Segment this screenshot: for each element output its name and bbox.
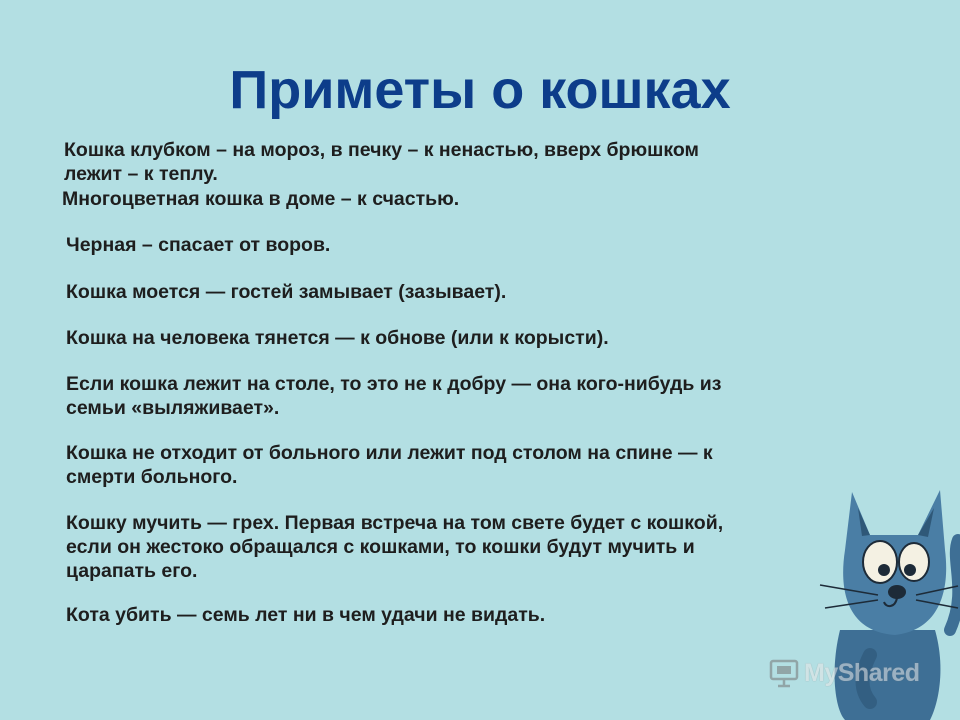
paragraph-line: если он жестоко обращался с кошками, то кошки будут мучить и bbox=[66, 536, 695, 558]
paragraph-line: Кошку мучить — грех. Первая встреча на том свете будет с кошкой, bbox=[66, 512, 724, 534]
paragraph-line: лежит – к теплу. bbox=[64, 163, 218, 185]
paragraph-line: Кота убить — семь лет ни в чем удачи не видать. bbox=[66, 604, 546, 626]
paragraph-9 bbox=[66, 603, 545, 627]
paragraph-line: Кошка не отходит от больного или лежит под столом на спине — к bbox=[66, 442, 713, 464]
paragraph-line: семьи «выляживает». bbox=[66, 397, 280, 419]
myshared-logo-icon bbox=[768, 657, 800, 689]
paragraph-5 bbox=[66, 326, 609, 350]
paragraph-3 bbox=[66, 233, 330, 257]
paragraph-line: Если кошка лежит на столе, то это не к добру — она кого-нибудь из bbox=[66, 373, 722, 395]
paragraph-1 bbox=[64, 138, 699, 186]
paragraph-line: царапать его. bbox=[66, 560, 198, 582]
paragraph-8 bbox=[66, 511, 723, 583]
paragraph-line: Черная – спасает от воров. bbox=[66, 234, 331, 256]
paragraph-6 bbox=[66, 372, 721, 420]
paragraph-7 bbox=[66, 441, 713, 489]
slide-title: Приметы о кошках bbox=[229, 60, 731, 120]
watermark-text: MyShared bbox=[804, 658, 920, 687]
watermark bbox=[768, 656, 919, 690]
paragraph-line: смерти больного. bbox=[66, 466, 238, 488]
paragraph-line: Многоцветная кошка в доме – к счастью. bbox=[62, 188, 460, 210]
paragraph-2 bbox=[62, 187, 459, 211]
paragraph-line: Кошка на человека тянется — к обнове (или к корысти). bbox=[66, 327, 609, 349]
paragraph-4 bbox=[66, 280, 506, 304]
paragraph-line: Кошка клубком – на мороз, в печку – к ненастью, вверх брюшком bbox=[64, 139, 699, 161]
paragraph-line: Кошка моется — гостей замывает (зазывает). bbox=[66, 281, 507, 303]
